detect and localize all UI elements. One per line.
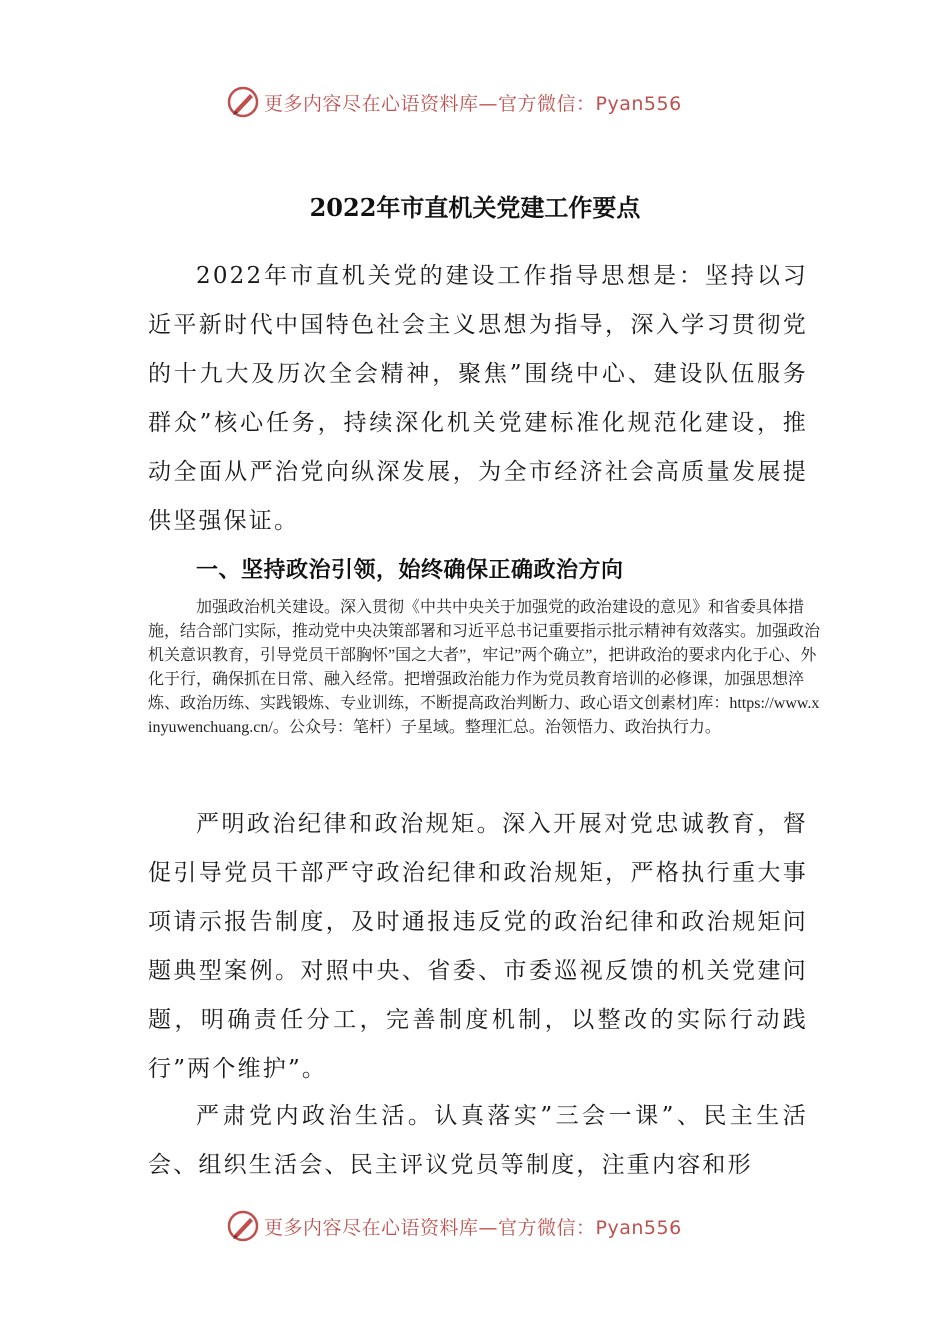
watermark-header — [226, 82, 682, 122]
document-title: 2022年市直机关党建工作要点 — [309, 193, 641, 223]
watermark-text: 更多内容尽在心语资料库—官方微信：Pyan556 — [264, 92, 682, 115]
pen-logo-icon — [226, 85, 260, 119]
paragraph-political-organ: 加强政治机关建设。深入贯彻《中共中央关于加强党的政治建设的意见》和省委具体措施，结合部门实际，推动党中央决策部署和习近平总书记重要指示批示精神有效落实。加强政治机关意识教育，引导党员干部胸怀”国之大者”，牢记”两个确立”，把讲政治的要求内化于心、外化于行，确保抓在日常、融入经常。把增强政治能力作为党员教育培训的必修课，加强思想淬炼、政治历练、实践锻炼、专业训练，不断提高政治判断力、政心语文创素材]库：https://www.xinyuwenchuang.cn/。公众号：笔杆）子星域。整理汇总。治领悟力、政治执行力。 — [148, 599, 821, 736]
section-heading-1: 一、坚持政治引领，始终确保正确政治方向 — [196, 558, 624, 583]
paragraph-political-discipline: 严明政治纪律和政治规矩。深入开展对党忠诚教育，督促引导党员干部严守政治纪律和政治规矩，严格执行重大事项请示报告制度，及时通报违反党的政治纪律和政治规矩问题典型案例。对照中央、省委、市委巡视反馈的机关党建问题，明确责任分工，完善制度机制，以整改的实际行动践行”两个维护”。 — [148, 811, 808, 1082]
paragraph-political-life: 严肃党内政治生活。认真落实”三会一课”、民主生活会、组织生活会、民主评议党员等制度，注重内容和形 — [148, 1103, 808, 1178]
paragraph-guiding-thought: 2022年市直机关党的建设工作指导思想是：坚持以习近平新时代中国特色社会主义思想为指导，深入学习贯彻党的十九大及历次全会精神，聚焦”围绕中心、建设队伍服务群众”核心任务，持续深化机关党建标准化规范化建设，推动全面从严治党向纵深发展，为全市经济社会高质量发展提供坚强保证。 — [148, 263, 808, 534]
watermark-footer — [226, 1206, 682, 1246]
pen-logo-icon — [226, 1209, 260, 1243]
watermark-text: 更多内容尽在心语资料库—官方微信：Pyan556 — [264, 1216, 682, 1239]
